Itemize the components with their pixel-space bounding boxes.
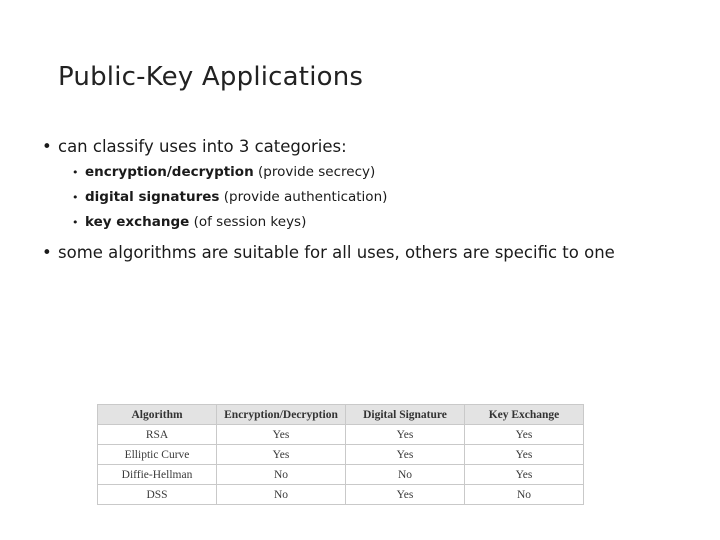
column-header: Encryption/Decryption (217, 405, 346, 425)
table-row (98, 485, 584, 505)
sub-bullet-text: (of session keys) (189, 214, 307, 230)
sub-bullet-item (72, 210, 702, 235)
bullet-text: can classify uses into 3 categories: (58, 137, 347, 156)
table-cell: No (217, 465, 346, 485)
table-row (98, 465, 584, 485)
table-cell: Yes (465, 465, 584, 485)
table-cell: No (346, 465, 465, 485)
sub-bullet-term: digital signatures (85, 189, 220, 205)
table-cell: Elliptic Curve (98, 445, 217, 465)
table-cell: DSS (98, 485, 217, 505)
sub-bullet-term: encryption/decryption (85, 164, 254, 180)
table-cell: RSA (98, 425, 217, 445)
bullet-dot: • (42, 137, 52, 156)
table-cell: Diffie-Hellman (98, 465, 217, 485)
column-header: Key Exchange (465, 405, 584, 425)
table-cell: Yes (217, 425, 346, 445)
table-header-row (98, 405, 584, 425)
table-cell: Yes (346, 485, 465, 505)
sub-bullet-term: key exchange (85, 214, 190, 230)
bullet-text: some algorithms are suitable for all uses, others are specific to one (58, 243, 615, 262)
table-cell: Yes (217, 445, 346, 465)
bullet-dot: • (72, 191, 79, 204)
sub-bullet-item (72, 160, 702, 185)
bullet-item (42, 136, 702, 158)
bullet-dot: • (72, 216, 79, 229)
bullet-item (42, 242, 702, 264)
slide-title: Public-Key Applications (58, 62, 364, 92)
bullet-dot: • (42, 243, 52, 262)
table-cell: No (217, 485, 346, 505)
sub-bullet-item (72, 185, 702, 210)
bullet-list (42, 136, 702, 264)
table-cell: Yes (465, 425, 584, 445)
table-cell: Yes (465, 445, 584, 465)
table-row (98, 445, 584, 465)
table-cell: No (465, 485, 584, 505)
sub-bullet-text: (provide secrecy) (253, 164, 376, 180)
column-header: Digital Signature (346, 405, 465, 425)
table-row (98, 425, 584, 445)
column-header: Algorithm (98, 405, 217, 425)
table-cell: Yes (346, 425, 465, 445)
sub-bullet-text: (provide authentication) (219, 189, 388, 205)
bullet-dot: • (72, 166, 79, 179)
table-cell: Yes (346, 445, 465, 465)
algorithm-table (97, 404, 584, 505)
sub-bullet-list (72, 160, 702, 235)
